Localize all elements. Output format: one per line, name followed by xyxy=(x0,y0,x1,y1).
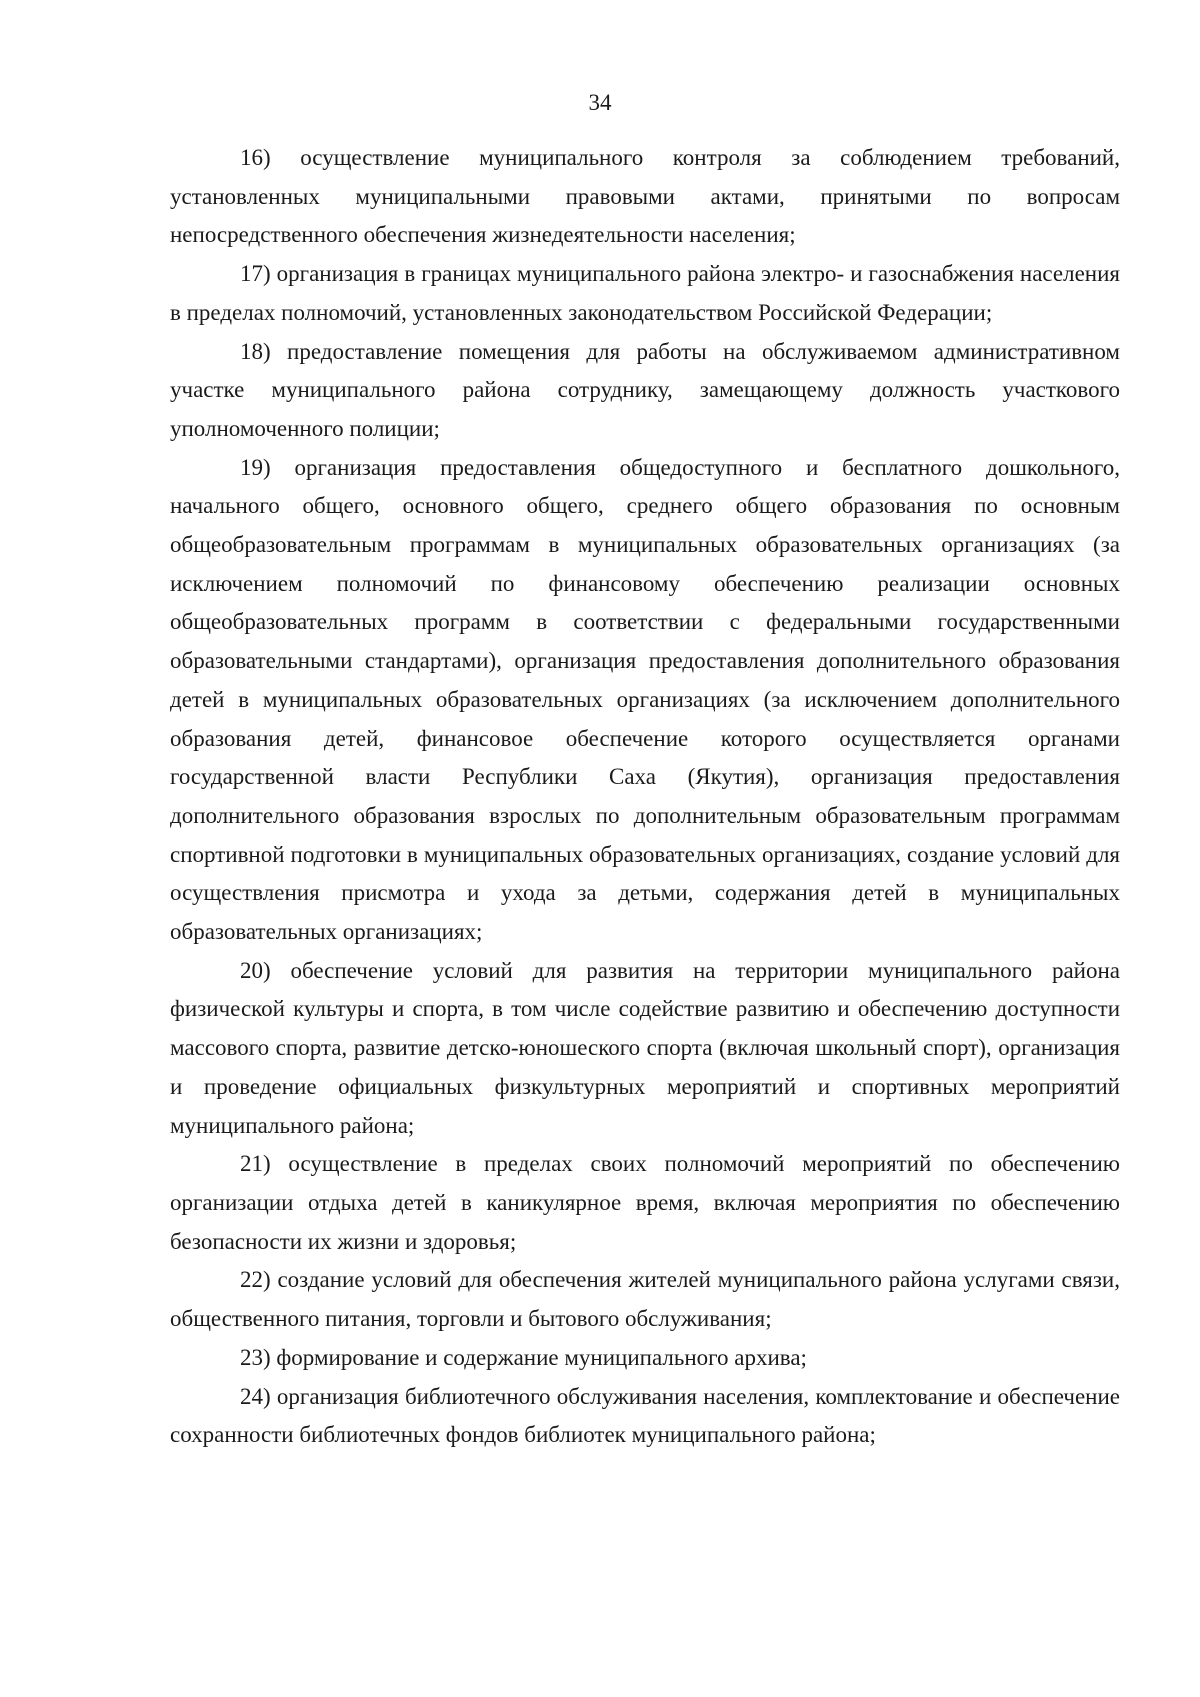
paragraph-item-16: 16) осуществление муниципального контроля за соблюдением требований, установленных муниципальными правовыми актами, принятыми по вопросам непосредственного обеспечения жизнедеятельности населения; xyxy=(170,145,1120,248)
paragraph-item-20: 20) обеспечение условий для развития на территории муниципального района физической культуры и спорта, в том числе содействие развитию и обеспечению доступности массового спорта, развитие детско-юношеского спорта (включая школьный спорт), организация и проведение официальных физкультурных мероприятий и спортивных мероприятий муниципального района; xyxy=(170,957,1120,1138)
paragraph-item-21: 21) осуществление в пределах своих полномочий мероприятий по обеспечению организации отдыха детей в каникулярное время, включая мероприятия по обеспечению безопасности их жизни и здоровья; xyxy=(170,1151,1120,1254)
paragraph-item-19: 19) организация предоставления общедоступного и бесплатного дошкольного, начального общего, основного общего, среднего общего образования по основным общеобразовательным программам в муниципальных образовательных организациях (за исключением полномочий по финансовому обеспечению реализации основных общеобразовательных программ в соответствии с федеральными государственными образовательными стандартами), организация предоставления дополнительного образования детей в муниципальных образовательных организациях (за исключением дополнительного образования детей, финансовое обеспечение которого осуществляется органами государственной власти Республики Саха (Якутия), организация предоставления дополнительного образования взрослых по дополнительным образовательным программам спортивной подготовки в муниципальных образовательных организациях, создание условий для осуществления присмотра и ухода за детьми, содержания детей в муниципальных образовательных организациях; xyxy=(170,454,1120,945)
page-number: 34 xyxy=(588,90,612,115)
body-text xyxy=(170,139,1120,1455)
paragraph-item-18: 18) предоставление помещения для работы на обслуживаемом административном участке муниципального района сотруднику, замещающему должность участкового уполномоченного полиции; xyxy=(170,338,1120,441)
paragraph-item-24: 24) организация библиотечного обслуживания населения, комплектование и обеспечение сохранности библиотечных фондов библиотек муниципального района; xyxy=(170,1383,1120,1448)
paragraph-item-17: 17) организация в границах муниципального района электро- и газоснабжения населения в пределах полномочий, установленных законодательством Российской Федерации; xyxy=(170,261,1120,325)
paragraph-item-23: 23) формирование и содержание муниципального архива; xyxy=(240,1344,807,1370)
paragraph-item-22: 22) создание условий для обеспечения жителей муниципального района услугами связи, общественного питания, торговли и бытового обслуживания; xyxy=(170,1267,1120,1332)
